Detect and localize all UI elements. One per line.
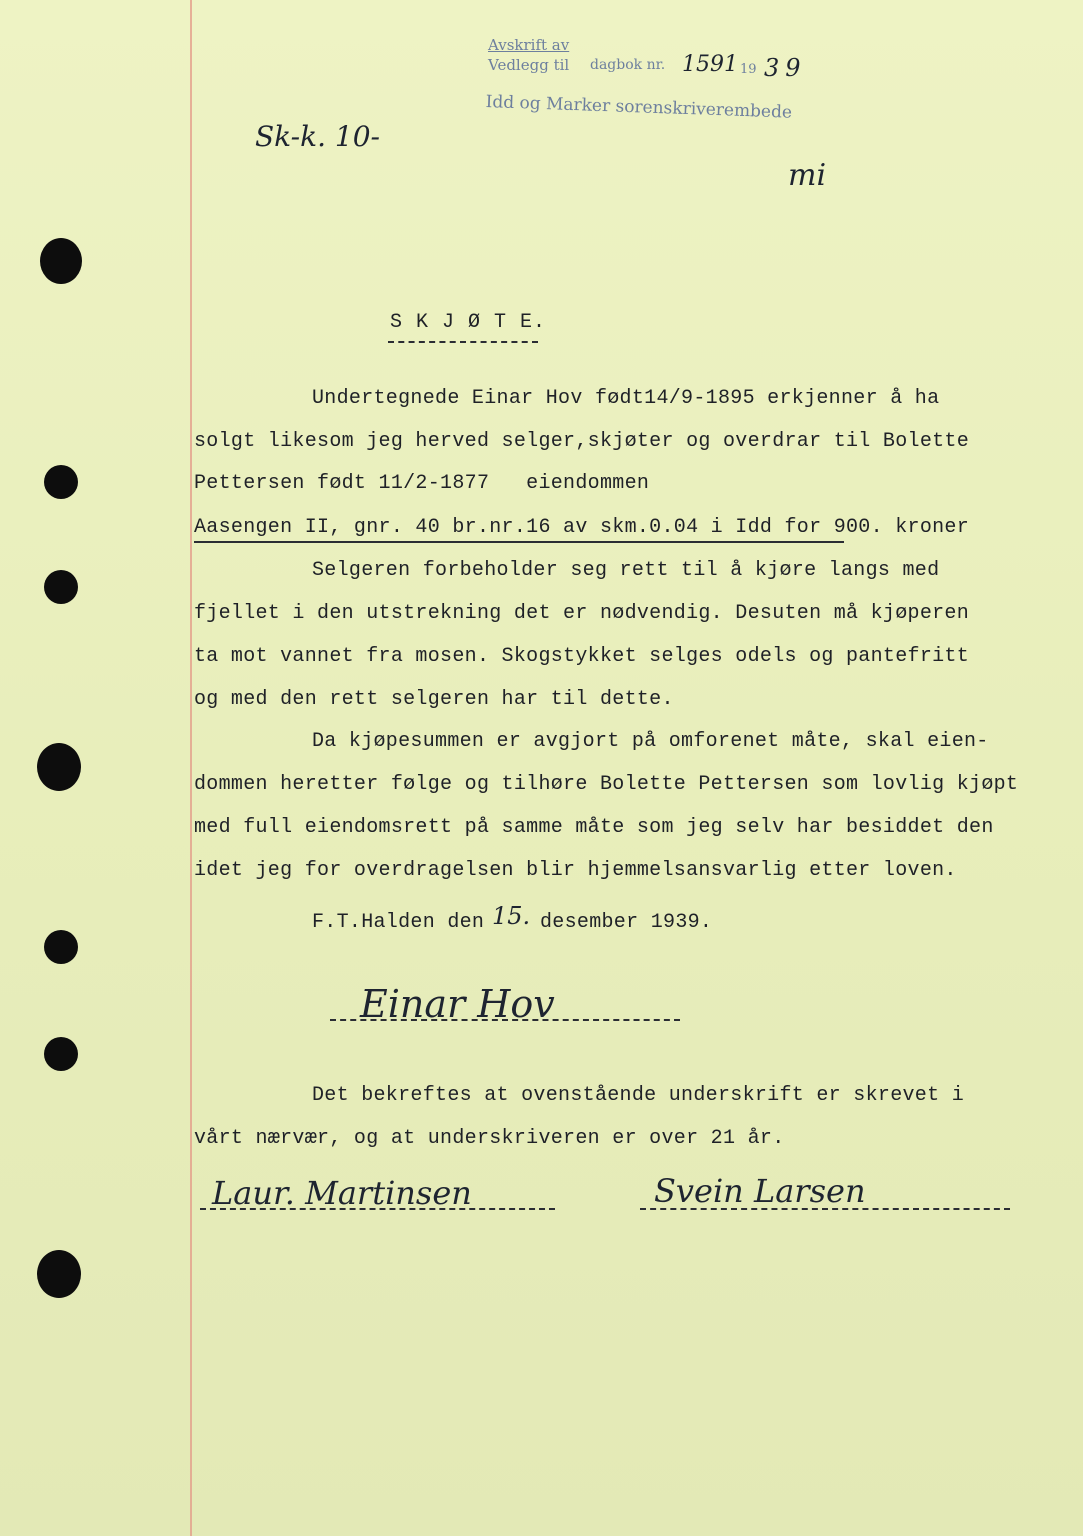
body-line: Selgeren forbeholder seg rett til å kjøre langs med: [312, 559, 940, 582]
annotation-initials: mi: [788, 158, 827, 193]
witness-signature-2: Svein Larsen: [654, 1172, 866, 1210]
seller-signature: Einar Hov: [360, 982, 555, 1026]
body-line: solgt likesom jeg herved selger,skjøter og overdrar til Bolette: [194, 430, 970, 453]
title-underline: [388, 341, 538, 343]
binder-hole: [44, 1037, 78, 1071]
margin-line: [190, 0, 192, 1536]
place-date-suffix: desember 1939.: [540, 911, 713, 934]
body-line: dommen heretter følge og tilhøre Bolette Pettersen som lovlig kjøpt: [194, 773, 1019, 796]
binder-hole: [44, 465, 78, 499]
seller-signature-line: [330, 1019, 680, 1021]
stamp-dagbok-number: 1591: [682, 52, 738, 77]
binder-hole: [37, 1250, 81, 1298]
witness-signature-line-1: [200, 1208, 555, 1210]
binder-hole: [44, 570, 78, 604]
body-line: Undertegnede Einar Hov født14/9-1895 erkjenner å ha: [312, 387, 940, 410]
stamp-avskrift: Avskrift av: [488, 36, 570, 54]
body-line: og med den rett selgeren har til dette.: [194, 688, 674, 711]
witness-line: vårt nærvær, og at underskriveren er over 21 år.: [194, 1127, 785, 1150]
place-date-prefix: F.T.Halden den: [312, 911, 485, 934]
document-title: S K J Ø T E.: [390, 311, 547, 334]
property-underline: [194, 541, 844, 543]
witness-signature-line-2: [640, 1208, 1010, 1210]
binder-hole: [44, 930, 78, 964]
body-line: Aasengen II, gnr. 40 br.nr.16 av skm.0.04 i Idd for 900. kroner: [194, 516, 970, 539]
body-line: med full eiendomsrett på samme måte som jeg selv har besiddet den: [194, 816, 994, 839]
binder-hole: [40, 238, 82, 284]
binder-hole: [37, 743, 81, 791]
body-line: idet jeg for overdragelsen blir hjemmelsansvarlig etter loven.: [194, 859, 957, 882]
place-date-day: 15.: [492, 902, 531, 930]
annotation-top-left: Sk-k. 10-: [255, 120, 380, 153]
body-line: Da kjøpesummen er avgjort på omforenet måte, skal eien-: [312, 730, 989, 753]
body-line: fjellet i den utstrekning det er nødvendig. Desuten må kjøperen: [194, 602, 970, 625]
witness-signature-1: Laur. Martinsen: [212, 1174, 472, 1212]
body-line: Pettersen født 11/2-1877 eiendommen: [194, 472, 650, 495]
stamp-vedlegg: Vedlegg til: [488, 56, 570, 74]
stamp-year-prefix: 19: [740, 62, 757, 77]
body-line: ta mot vannet fra mosen. Skogstykket selges odels og pantefritt: [194, 645, 970, 668]
witness-line: Det bekreftes at ovenstående underskrift er skrevet i: [312, 1084, 965, 1107]
stamp-office: Idd og Marker sorenskriverembede: [485, 92, 793, 123]
stamp-dagbok-label: dagbok nr.: [590, 57, 666, 73]
stamp-year-hand: 39: [764, 54, 807, 82]
